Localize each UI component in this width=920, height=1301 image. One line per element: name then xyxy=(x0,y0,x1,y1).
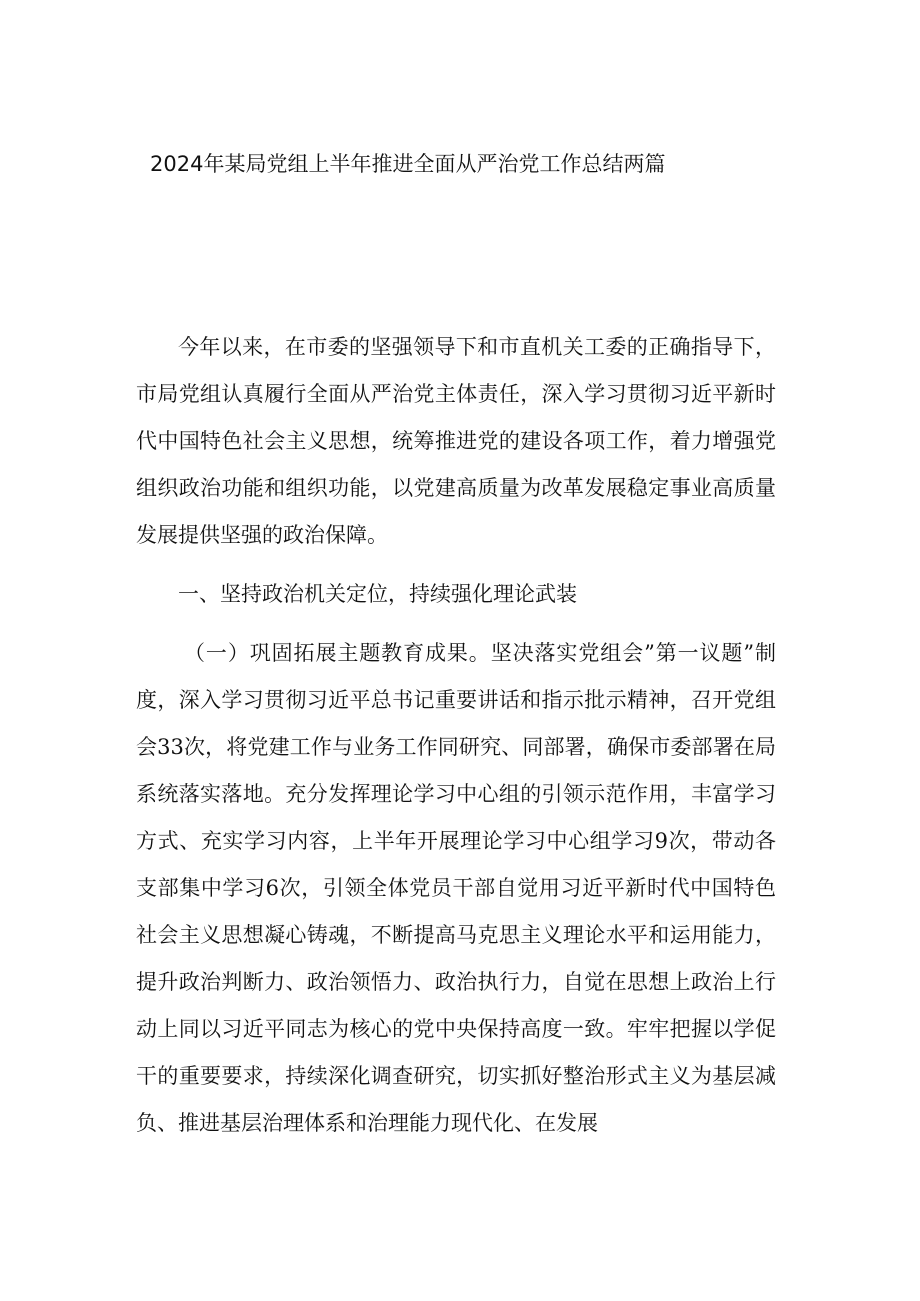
document-title: 2024年某局党组上半年推进全面从严治党工作总结两篇 xyxy=(150,152,666,176)
intro-paragraph: 今年以来，在市委的坚强领导下和市直机关工委的正确指导下，市局党组认真履行全面从严治党主体责任，深入学习贯彻习近平新时代中国特色社会主义思想，统筹推进党的建设各项工作，着力增强党组织政治功能和组织功能，以党建高质量为改革发展稳定事业高质量发展提供坚强的政治保障。 xyxy=(136,335,776,547)
section-heading-1: 一、坚持政治机关定位，持续强化理论武装 xyxy=(178,582,577,606)
document-body xyxy=(136,324,776,1147)
subsection-paragraph-1: （一）巩固拓展主题教育成果。坚决落实党组会”第一议题”制度，深入学习贯彻习近平总书记重要讲话和指示批示精神，召开党组会33次，将党建工作与业务工作同研究、同部署，确保市委部署在局系统落实落地。充分发挥理论学习中心组的引领示范作用，丰富学习方式、充实学习内容，上半年开展理论学习中心组学习9次，带动各支部集中学习6次，引领全体党员干部自觉用习近平新时代中国特色社会主义思想凝心铸魂，不断提高马克思主义理论水平和运用能力，提升政治判断力、政治领悟力、政治执行力，自觉在思想上政治上行动上同以习近平同志为核心的党中央保持高度一致。牢牢把握以学促干的重要要求，持续深化调查研究，切实抓好整治形式主义为基层减负、推进基层治理体系和治理能力现代化、在发展 xyxy=(136,641,776,1135)
